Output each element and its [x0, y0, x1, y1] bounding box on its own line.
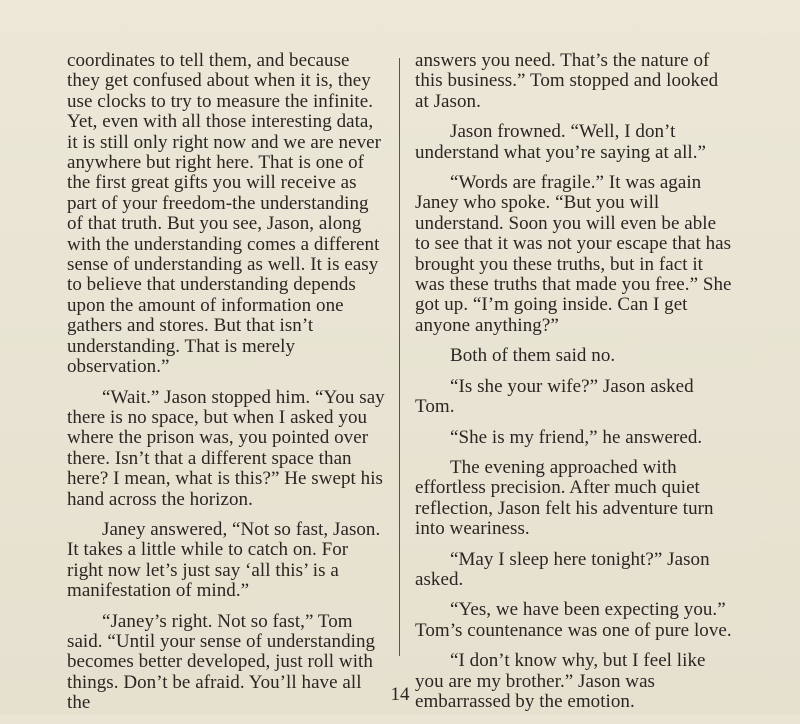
paragraph: “She is my friend,” he answered.	[450, 426, 703, 448]
paragraph: coordinates to tell them, and because they get confused about when it is, they use clocks to try to measure the infinite. Yet, even with all those interesting data, it is still only right now and we are never anywhere but right here. That is one of the first great gifts you will receive as part of your freedom-the understanding of that truth. But you see, Jason, along with the understanding comes a different sense of understanding as well. It is easy to believe that understanding depends upon the amount of information one gathers and stores. But that isn’t understanding. That is merely observation.”	[67, 50, 381, 378]
column-divider	[399, 58, 400, 656]
paragraph: Jason frowned. “Well, I don’t understand what you’re saying at all.”	[415, 121, 707, 163]
page-number: 14	[390, 684, 410, 705]
paragraph: “Words are fragile.” It was again Janey who spoke. “But you will understand. Soon you will even be able to see that it was not your escape that has brought you these truths, but in fact it was these truths that made you free.” She got up. “I’m going inside. Can I get anyone anything?”	[415, 172, 732, 336]
paragraph: Both of them said no.	[450, 345, 616, 367]
paragraph: “I don’t know why, but I feel like you are my brother.” Jason was embarrassed by the emotion.	[415, 650, 706, 712]
left-column	[67, 51, 385, 724]
paragraph: “May I sleep here tonight?” Jason asked.	[415, 548, 710, 590]
paragraph: “Yes, we have been expecting you.” Tom’s countenance was one of pure love.	[415, 599, 732, 641]
paragraph: answers you need. That’s the nature of this business.” Tom stopped and looked at Jason.	[415, 50, 719, 112]
paragraph: “Is she your wife?” Jason asked Tom.	[415, 375, 694, 418]
paragraph: “Janey’s right. Not so fast,” Tom said. “Until your sense of understanding becomes better developed, just roll with things. Don’t be afraid. You’ll have all the	[67, 610, 376, 714]
paragraph: “Wait.” Jason stopped him. “You say there is no space, but when I asked you where the prison was, you pointed over there. Isn’t that a different space than here? I mean, what is this?” He swept his hand across the horizon.	[67, 386, 385, 510]
paragraph: The evening approached with effortless precision. After much quiet reflection, Jason felt his adventure turn into weariness.	[415, 456, 714, 540]
right-column	[415, 51, 733, 722]
paragraph: Janey answered, “Not so fast, Jason. It takes a little while to catch on. For right now let’s just say ‘all this’ is a manifestation of mind.”	[67, 518, 381, 602]
